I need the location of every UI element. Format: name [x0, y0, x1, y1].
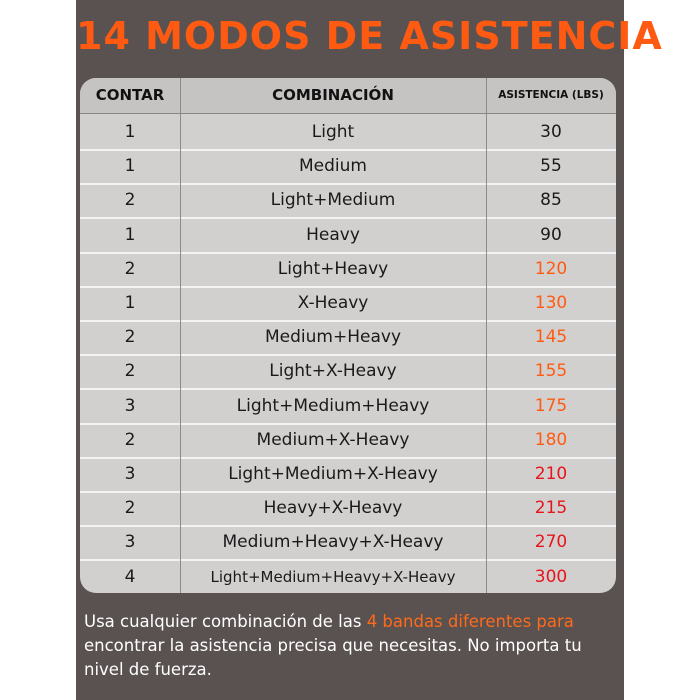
assistance-cell: 180 [534, 429, 568, 450]
table-row [80, 525, 616, 561]
combination-cell: Light [311, 122, 355, 142]
table-row [80, 183, 616, 219]
count-cell: 2 [124, 258, 136, 279]
combination-cell: Light+Medium+X-Heavy [228, 464, 438, 484]
combination-cell: Light+Heavy [277, 258, 389, 279]
table-row [80, 320, 616, 356]
assistance-cell: 90 [540, 224, 562, 245]
combination-cell: Heavy [306, 224, 360, 245]
footer-text-start: Usa cualquier combinación de las [84, 612, 367, 631]
assistance-cell: 175 [534, 395, 568, 416]
combination-cell: Medium [299, 156, 367, 177]
table-row [80, 218, 616, 254]
count-cell: 2 [124, 429, 136, 450]
combination-cell: Light+Medium [270, 190, 396, 211]
table-row [80, 560, 616, 593]
count-cell: 1 [124, 224, 136, 245]
header-assistance: ASISTENCIA (LBS) [498, 89, 604, 101]
table-row [80, 115, 616, 151]
count-cell: 4 [124, 566, 136, 587]
table-row [80, 286, 616, 322]
combination-cell: Medium+Heavy+X-Heavy [222, 532, 444, 553]
column-divider [180, 78, 181, 593]
footer-text-end: encontrar la asistencia precisa que necesitas. No importa tu nivel de fuerza. [84, 636, 582, 679]
assistance-cell: 300 [534, 566, 568, 587]
table-row [80, 354, 616, 390]
combination-cell: Heavy+X-Heavy [263, 498, 403, 519]
assistance-cell: 55 [540, 156, 562, 177]
count-cell: 1 [124, 293, 136, 313]
count-cell: 1 [124, 122, 136, 142]
assistance-cell: 270 [534, 532, 568, 553]
assistance-cell: 30 [540, 122, 562, 142]
assistance-cell: 145 [534, 327, 568, 348]
assistance-table [80, 78, 616, 593]
column-divider [486, 78, 487, 593]
assistance-cell: 120 [534, 258, 568, 279]
combination-cell: Medium+X-Heavy [256, 429, 410, 450]
table-header-row [80, 78, 616, 114]
combination-cell: Light+Medium+Heavy [236, 395, 430, 416]
combination-cell: Light+Medium+Heavy+X-Heavy [210, 567, 456, 586]
count-cell: 3 [124, 395, 136, 416]
table-row [80, 457, 616, 493]
assistance-cell: 155 [534, 361, 568, 382]
header-count: CONTAR [95, 86, 165, 104]
background-panel [76, 0, 663, 700]
page-title: 14 MODOS DE ASISTENCIA [76, 14, 663, 58]
assistance-cell: 210 [534, 464, 568, 484]
count-cell: 2 [124, 190, 136, 211]
combination-cell: Medium+Heavy [265, 327, 401, 348]
combination-cell: Light+X-Heavy [269, 361, 397, 382]
assistance-cell: 85 [540, 190, 562, 211]
count-cell: 2 [124, 327, 136, 348]
footer-highlight: 4 bandas diferentes para [366, 612, 574, 631]
table-row [80, 389, 616, 425]
assistance-cell: 215 [534, 498, 568, 519]
count-cell: 1 [124, 156, 136, 177]
count-cell: 3 [124, 464, 136, 484]
count-cell: 2 [124, 498, 136, 519]
table-row [80, 491, 616, 527]
count-cell: 2 [124, 361, 136, 382]
table-row [80, 149, 616, 185]
combination-cell: X-Heavy [297, 293, 369, 313]
table-row [80, 423, 616, 459]
count-cell: 3 [124, 532, 136, 553]
footer-note [84, 610, 620, 682]
header-combination: COMBINACIÓN [272, 86, 394, 104]
assistance-cell: 130 [534, 293, 568, 313]
table-row [80, 252, 616, 288]
